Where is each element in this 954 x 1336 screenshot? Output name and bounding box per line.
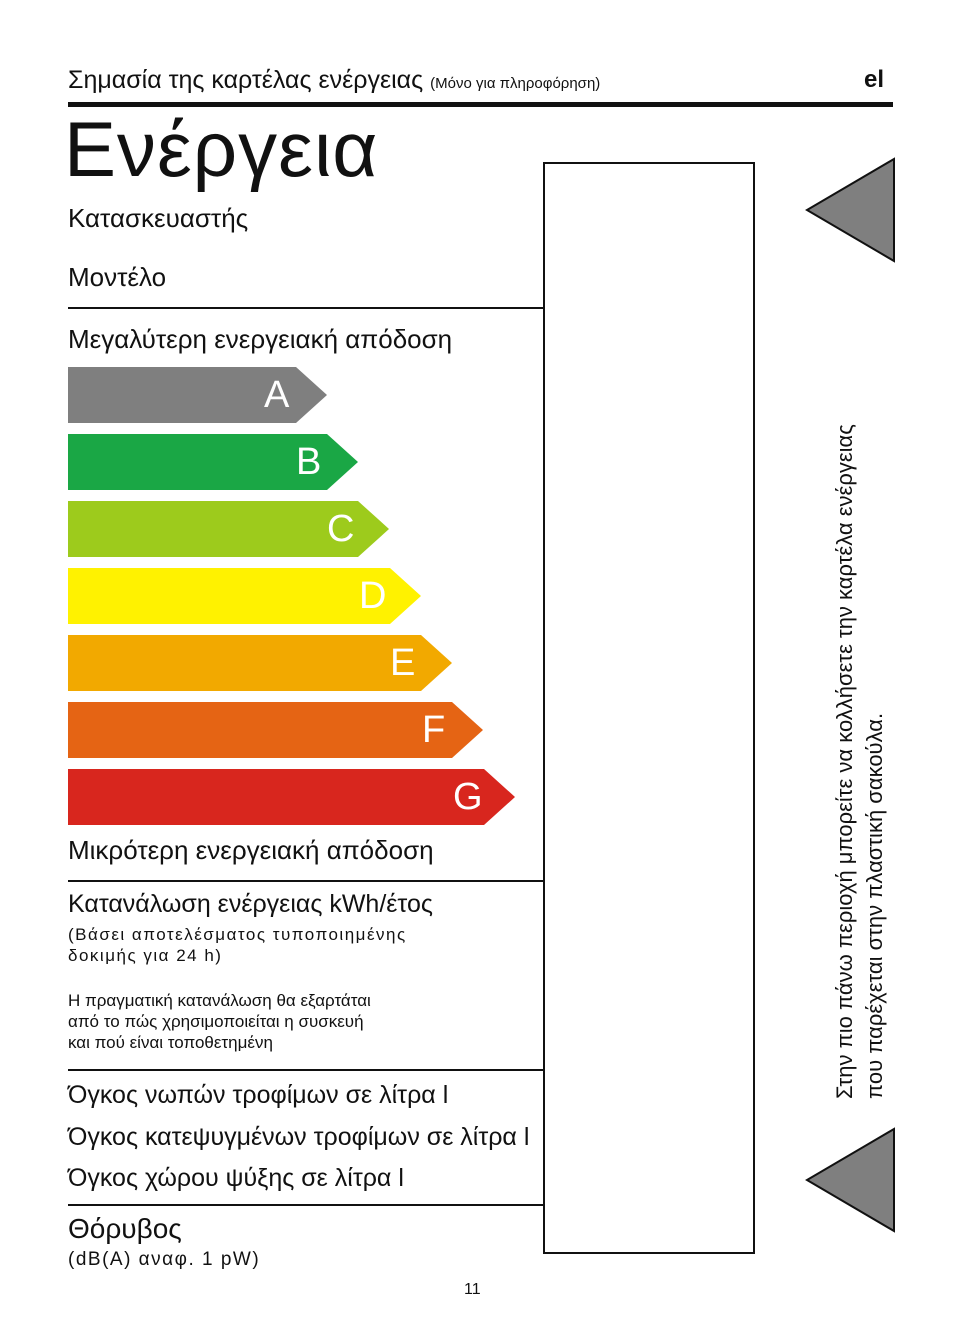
energy-class-letter-g: G [453, 776, 483, 818]
energy-class-arrow-f [68, 702, 483, 758]
manufacturer-label: Κατασκευαστής [68, 203, 249, 233]
divider-volumes [68, 1069, 546, 1071]
volume-fresh-unit: l [442, 1081, 449, 1109]
sticker-area [543, 162, 755, 1254]
noise-unit: (dB(A) αναφ. 1 pW) [68, 1249, 261, 1270]
energy-arrows-graphic [68, 366, 528, 830]
model-label: Μοντέλο [68, 262, 167, 292]
language-code: el [863, 66, 884, 93]
page-header-title [68, 66, 600, 95]
side-instruction-line1: Στην πιο πάνω περιοχή μπορείτε να κολλήσετε την καρτέλα ενέργειας [832, 424, 857, 1099]
volume-chill-label: Όγκος χώρου ψύξης σε λίτρα [68, 1164, 392, 1192]
volume-chill-unit: l [398, 1164, 404, 1192]
side-instruction-line2: που παρέχεται στην πλαστική σακούλα. [862, 712, 887, 1099]
energy-class-letter-a: A [264, 374, 290, 416]
divider-noise [68, 1204, 546, 1206]
energy-title: Ενέργεια [64, 105, 379, 193]
energy-class-arrow-g [68, 769, 515, 825]
page-number: 11 [464, 1281, 481, 1298]
actual-note-line2: από το πώς χρησιμοποιείται η συσκευή [68, 1012, 364, 1031]
actual-note-line3: και πού είναι τοποθετημένη [68, 1033, 273, 1052]
volume-frozen-row [68, 1123, 529, 1152]
consumption-basis [68, 924, 407, 966]
energy-class-letter-d: D [359, 575, 387, 617]
side-instruction [830, 289, 890, 1099]
volume-frozen-label: Όγκος κατεψυγμένων τροφίμων σε λίτρα [68, 1123, 517, 1151]
triangle-marker-top [804, 157, 896, 263]
less-efficient-label: Μικρότερη ενεργειακή απόδοση [68, 835, 434, 865]
consumption-basis-line2: δοκιμής για 24 h) [68, 946, 223, 965]
divider-model [68, 307, 544, 309]
energy-class-scale [68, 366, 528, 830]
energy-class-letter-c: C [327, 508, 355, 550]
actual-note-line1: Η πραγματική κατανάλωση θα εξαρτάται [68, 991, 371, 1010]
more-efficient-label: Μεγαλύτερη ενεργειακή απόδοση [68, 324, 453, 354]
consumption-actual-note [68, 990, 371, 1053]
volume-chill-row [68, 1164, 404, 1193]
energy-class-letter-e: E [390, 642, 416, 684]
energy-class-letter-b: B [296, 441, 322, 483]
header-subtitle: (Μόνο για πληροφόρηση) [430, 75, 601, 92]
energy-class-letter-f: F [422, 709, 446, 751]
consumption-basis-line1: (Βάσει αποτελέσματος τυποποιημένης [68, 925, 407, 944]
volume-frozen-unit: l [523, 1123, 530, 1151]
consumption-title: Κατανάλωση ενέργειας kWh/έτος [68, 890, 433, 918]
volume-fresh-label: Όγκος νωπών τροφίμων σε λίτρα [68, 1081, 436, 1109]
volume-fresh-row [68, 1081, 448, 1110]
noise-title: Θόρυβος [68, 1213, 182, 1244]
header-title-text: Σημασία της καρτέλας ενέργειας [68, 66, 424, 94]
triangle-marker-bottom [804, 1127, 896, 1233]
divider-consumption [68, 880, 546, 882]
